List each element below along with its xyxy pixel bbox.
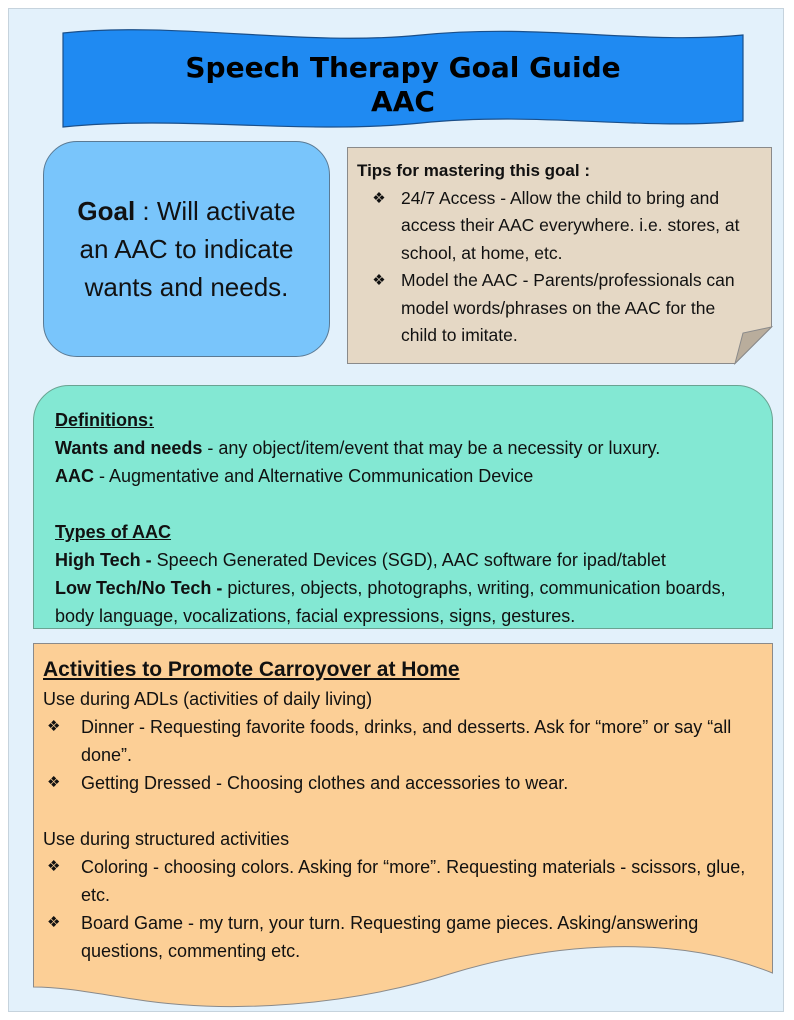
page-title <box>61 51 745 119</box>
page <box>8 8 784 1012</box>
type-entry <box>55 546 760 574</box>
type-text: pictures, objects, photographs, writing, communication boards, body language, vocalizations, facial expressions, signs, gestures. <box>55 578 726 626</box>
tips-content <box>357 157 752 350</box>
bullet-diamond-icon: ❖ <box>372 272 386 289</box>
activity-item <box>43 853 755 909</box>
activity-text: Coloring - choosing colors. Asking for “more”. Requesting materials - scissors, glue, etc. <box>81 857 746 905</box>
bullet-diamond-icon: ❖ <box>47 914 61 931</box>
activity-text: Dinner - Requesting favorite foods, drinks, and desserts. Ask for “more” or say “all done”. <box>81 717 732 765</box>
definitions-content <box>55 406 760 630</box>
goal-label: Goal <box>77 196 136 226</box>
activity-text: Getting Dressed - Choosing clothes and accessories to wear. <box>81 773 569 793</box>
bullet-diamond-icon: ❖ <box>47 718 61 735</box>
activities-title: Activities to Promote Carroyover at Home <box>43 658 460 681</box>
definition-entry <box>55 434 760 462</box>
activities-content <box>43 655 755 965</box>
tip-item <box>357 267 752 350</box>
definition-text: - Augmentative and Alternative Communication Device <box>94 466 534 486</box>
type-text: Speech Generated Devices (SGD), AAC software for ipad/tablet <box>156 550 666 570</box>
activity-group-intro: Use during structured activities <box>43 829 290 849</box>
activity-item <box>43 713 755 769</box>
activities-box <box>33 643 773 1011</box>
tip-text: Model the AAC - Parents/professionals can model words/phrases on the AAC for the child to imitate. <box>401 270 735 345</box>
goal-text <box>62 192 311 306</box>
definition-term: Wants and needs <box>55 438 203 458</box>
title-line-2: AAC <box>371 85 435 118</box>
activity-item <box>43 769 755 797</box>
spacer <box>43 797 755 825</box>
tips-title: Tips for mastering this goal : <box>357 161 590 180</box>
definitions-heading: Definitions: <box>55 410 154 430</box>
title-banner <box>61 25 745 135</box>
spacer <box>55 490 760 518</box>
definitions-box <box>33 385 773 629</box>
tip-item <box>357 185 752 268</box>
activity-group-intro: Use during ADLs (activities of daily living) <box>43 689 373 709</box>
bullet-diamond-icon: ❖ <box>47 858 61 875</box>
activity-item <box>43 909 755 965</box>
definition-text: - any object/item/event that may be a necessity or luxury. <box>202 438 661 458</box>
tips-note <box>347 147 773 365</box>
tip-text: 24/7 Access - Allow the child to bring and access their AAC everywhere. i.e. stores, at school, at home, etc. <box>401 187 740 263</box>
goal-box <box>43 141 330 357</box>
definition-term: AAC <box>55 466 94 486</box>
bullet-diamond-icon: ❖ <box>372 189 386 207</box>
type-term: Low Tech/No Tech - <box>55 578 228 598</box>
type-entry <box>55 574 760 630</box>
bullet-diamond-icon: ❖ <box>47 774 61 791</box>
activity-text: Board Game - my turn, your turn. Requesting game pieces. Asking/answering questions, commenting etc. <box>81 913 699 961</box>
type-term: High Tech - <box>55 550 157 570</box>
goal-description: : Will activate an AAC to indicate wants and needs. <box>79 196 296 302</box>
title-line-1: Speech Therapy Goal Guide <box>185 51 621 84</box>
definition-entry <box>55 462 760 490</box>
types-heading: Types of AAC <box>55 522 172 542</box>
